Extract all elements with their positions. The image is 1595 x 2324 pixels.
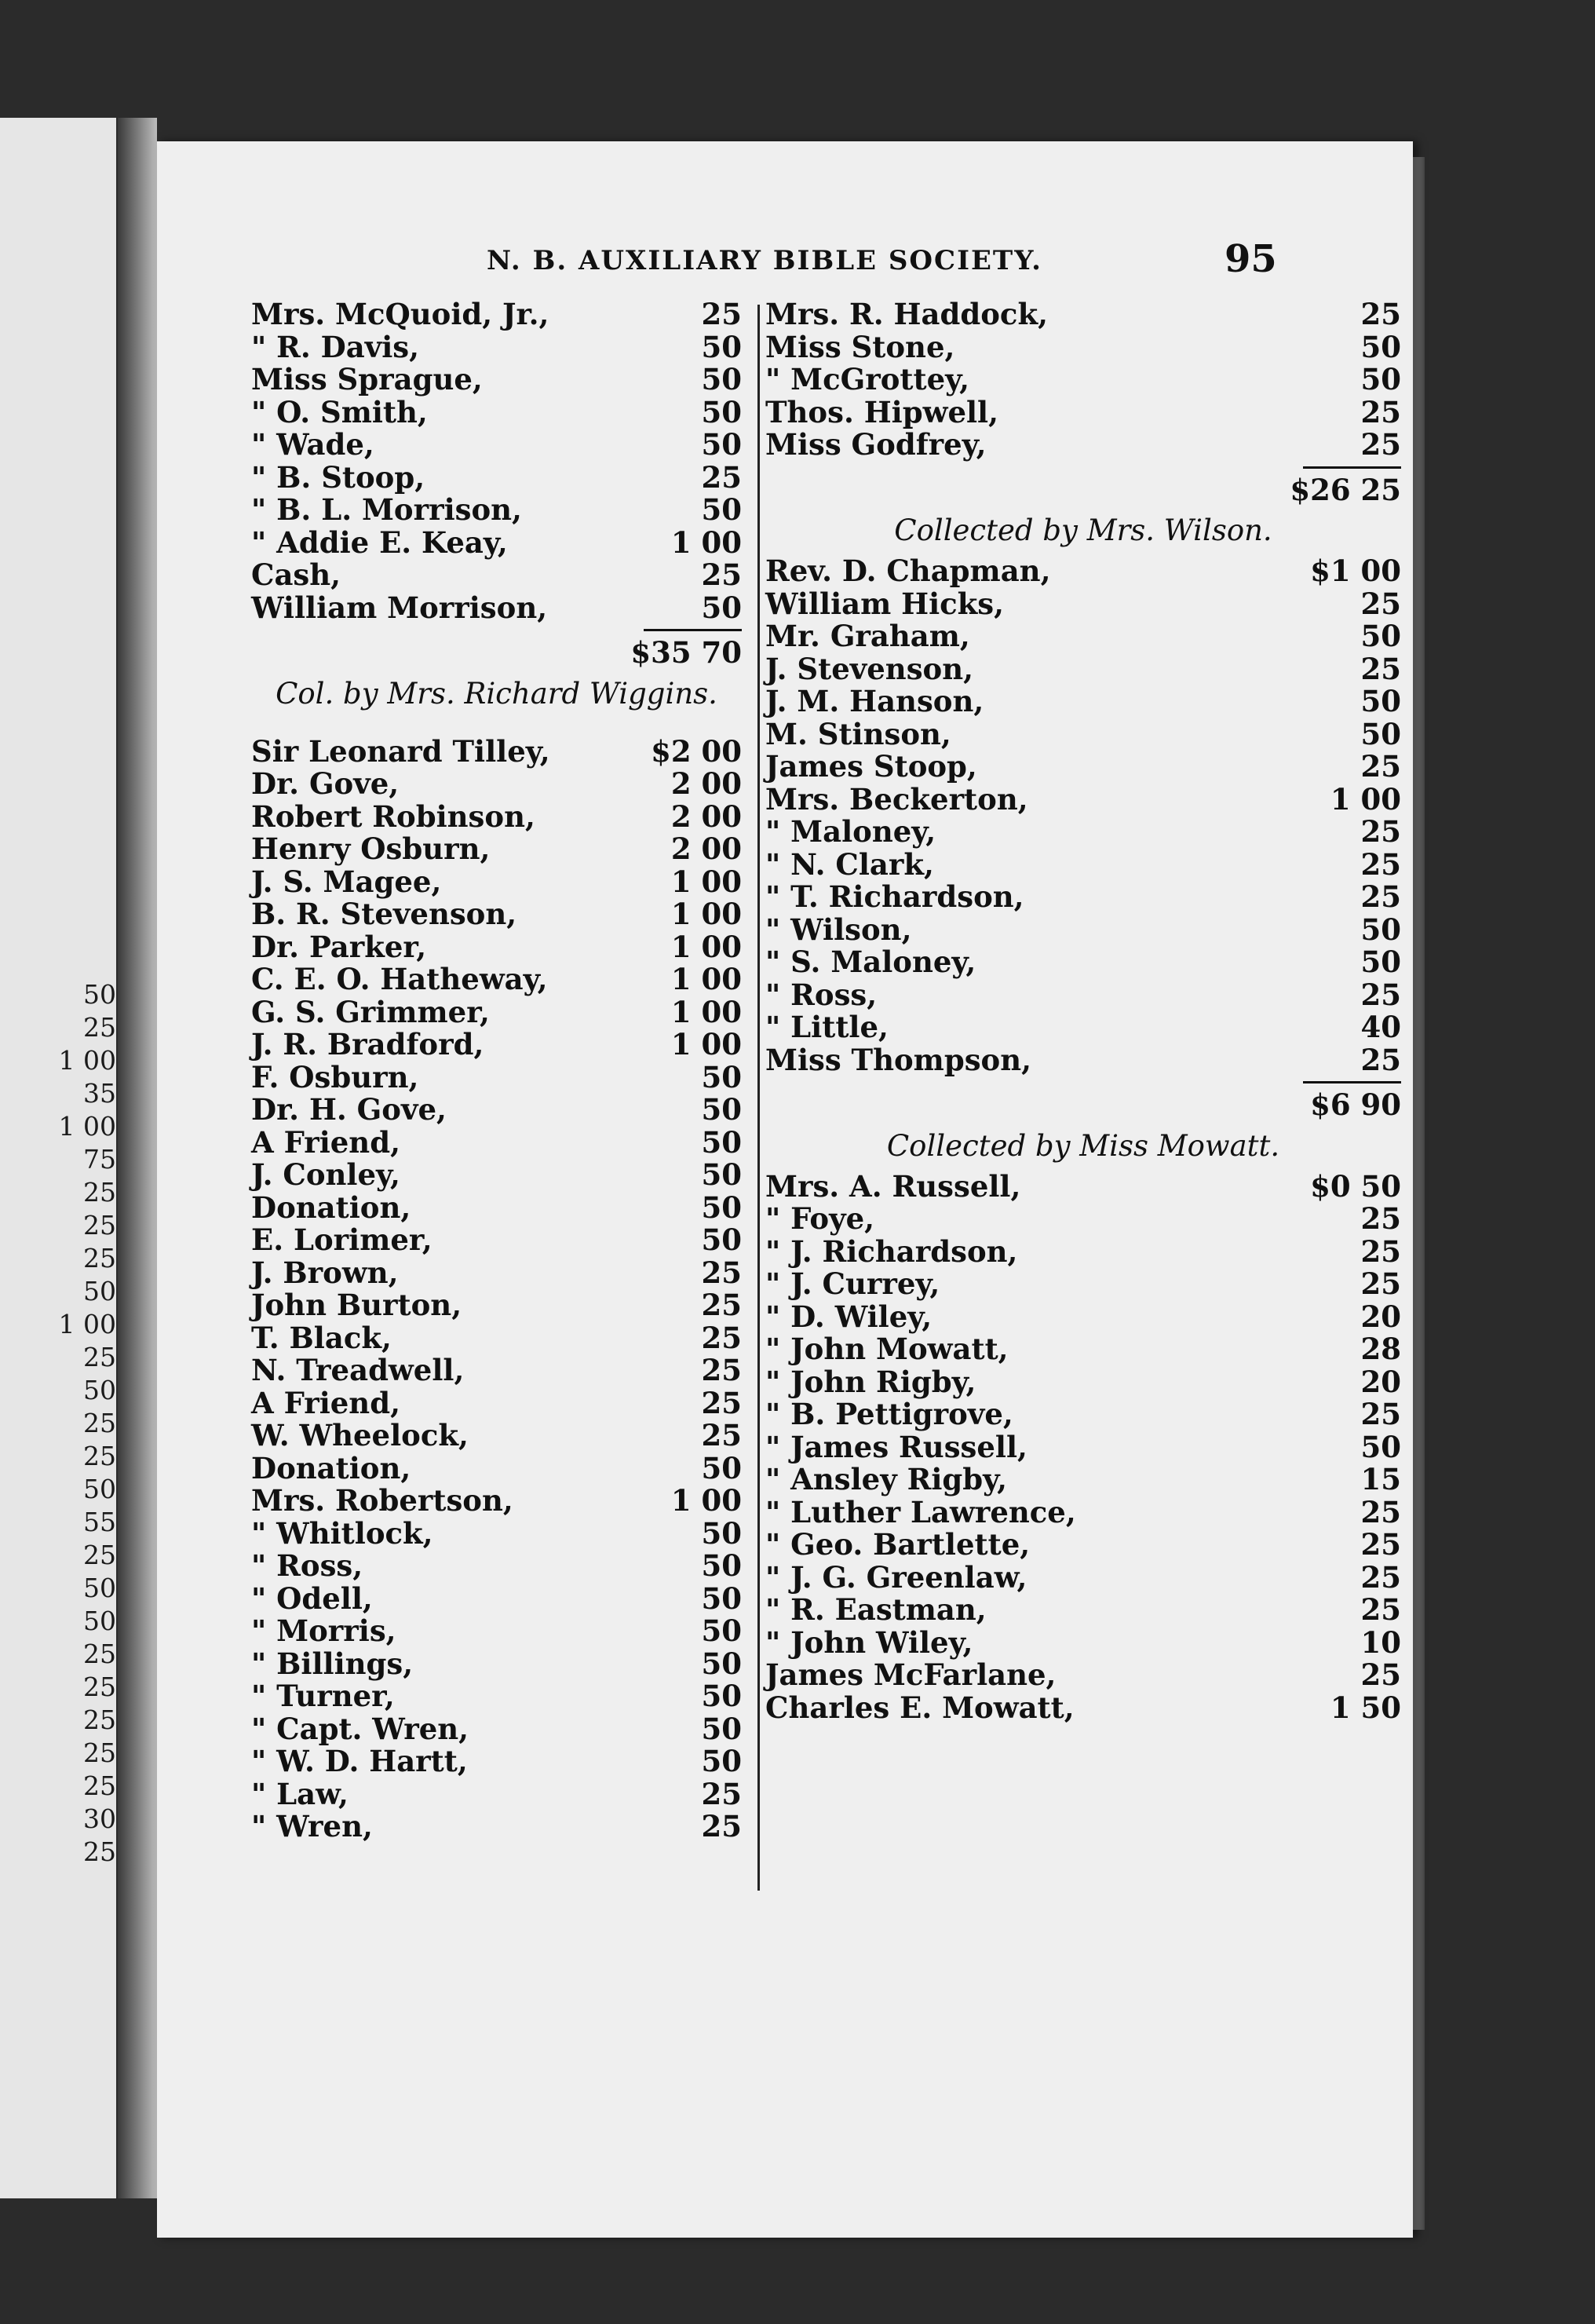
previous-page-amount: 1 00 xyxy=(58,1111,116,1142)
list-item xyxy=(765,1692,1401,1725)
donation-amount: 20 xyxy=(1360,1299,1401,1334)
donation-amount: $2 00 xyxy=(651,733,742,769)
list-item xyxy=(765,1624,1401,1660)
donation-amount: 25 xyxy=(701,1255,742,1290)
donation-amount: 50 xyxy=(1360,912,1401,947)
section-heading: Collected by Mrs. Wilson. xyxy=(894,513,1272,547)
previous-page-amount: 25 xyxy=(83,1441,116,1471)
donor-name: " D. Wiley, xyxy=(765,1299,933,1334)
donation-amount: 25 xyxy=(1360,879,1401,914)
list-item xyxy=(251,1515,742,1551)
previous-page-amount: 25 xyxy=(83,1540,116,1570)
donor-name: B. R. Stevenson, xyxy=(251,897,517,931)
donation-amount: 50 xyxy=(701,1450,742,1485)
donation-amount: 2 00 xyxy=(670,766,742,801)
previous-page-amount: 50 xyxy=(83,1573,116,1603)
donation-amount: 25 xyxy=(1360,749,1401,784)
donation-amount: 25 xyxy=(1360,977,1401,1012)
list-item xyxy=(251,866,742,899)
donor-name: " N. Clark, xyxy=(765,846,934,882)
donation-amount: 25 xyxy=(701,1809,742,1843)
donation-amount: 50 xyxy=(701,1092,742,1127)
list-item xyxy=(251,833,742,866)
previous-page-amount: 50 xyxy=(83,1375,116,1405)
donor-name: " Ross, xyxy=(251,1548,363,1583)
list-item xyxy=(251,1124,742,1160)
list-item xyxy=(251,1322,742,1355)
donation-amount: 25 xyxy=(1360,1042,1401,1077)
donor-name: W. Wheelock, xyxy=(251,1418,469,1452)
total-amount: $35 70 xyxy=(630,635,742,670)
donor-name: T. Black, xyxy=(251,1320,392,1355)
list-item xyxy=(765,1366,1401,1399)
donor-name: Miss Godfrey, xyxy=(765,427,987,462)
donor-name: " Ross, xyxy=(765,977,878,1012)
donation-amount: 1 00 xyxy=(670,524,742,560)
list-item xyxy=(765,298,1401,331)
total-row xyxy=(765,474,1401,507)
donor-name: James Stoop, xyxy=(765,749,977,784)
donation-amount: 20 xyxy=(1360,1364,1401,1399)
donation-amount: 25 xyxy=(1360,1201,1401,1236)
donor-name: " Odell, xyxy=(251,1580,373,1616)
list-item xyxy=(765,1301,1401,1334)
donation-amount: 50 xyxy=(701,362,742,396)
list-item xyxy=(765,781,1401,817)
list-item xyxy=(251,1485,742,1518)
donor-name: " John Wiley, xyxy=(765,1624,973,1660)
donor-name: John Burton, xyxy=(251,1288,462,1322)
donation-amount: 50 xyxy=(701,1646,742,1681)
list-item xyxy=(251,1289,742,1322)
donor-name: Mrs. Robertson, xyxy=(251,1483,513,1518)
list-item xyxy=(251,331,742,364)
donation-amount: 50 xyxy=(1360,1429,1401,1464)
list-item xyxy=(765,364,1401,396)
donor-name: " Geo. Bartlette, xyxy=(765,1527,1031,1562)
previous-page-amount: 25 xyxy=(83,1342,116,1372)
previous-page-amount: 50 xyxy=(83,1606,116,1636)
list-item xyxy=(765,1044,1401,1077)
list-item xyxy=(765,979,1401,1012)
donation-amount: 25 xyxy=(701,1385,742,1420)
donation-amount: 2 00 xyxy=(670,798,742,834)
donation-amount: 50 xyxy=(1360,684,1401,718)
donation-amount: 50 xyxy=(701,1157,742,1192)
total-row xyxy=(251,637,742,670)
previous-page-amount: 50 xyxy=(83,979,116,1010)
donor-name: Charles E. Mowatt, xyxy=(765,1690,1075,1725)
donation-amount: 50 xyxy=(1360,362,1401,396)
donor-name: " John Rigby, xyxy=(765,1364,976,1399)
donor-name: Mrs. R. Haddock, xyxy=(765,297,1048,331)
donation-amount: 40 xyxy=(1360,1010,1401,1044)
list-item xyxy=(251,396,742,429)
previous-page-amount: 25 xyxy=(83,1738,116,1768)
list-item xyxy=(765,1168,1401,1204)
donor-name: Miss Stone, xyxy=(765,329,955,364)
donation-amount: 25 xyxy=(1360,1494,1401,1529)
donor-name: F. Osburn, xyxy=(251,1059,419,1094)
donation-amount: 25 xyxy=(1360,1657,1401,1692)
list-item xyxy=(251,592,742,625)
page xyxy=(157,141,1413,2238)
donor-name: " Morris, xyxy=(251,1613,396,1648)
previous-page-amount: 25 xyxy=(83,1408,116,1438)
donation-amount: 50 xyxy=(701,1613,742,1648)
donation-amount: $0 50 xyxy=(1310,1168,1401,1204)
list-item xyxy=(765,751,1401,784)
donation-amount: 50 xyxy=(1360,329,1401,364)
list-item xyxy=(251,1354,742,1387)
total-rule xyxy=(765,1076,1401,1089)
donation-amount: 25 xyxy=(701,459,742,495)
previous-page-amount: 25 xyxy=(83,1210,116,1241)
donation-amount: 25 xyxy=(1360,1266,1401,1301)
list-item xyxy=(251,1189,742,1225)
donor-name: Mrs. A. Russell, xyxy=(765,1168,1021,1204)
list-item xyxy=(251,1224,742,1257)
donor-name: " Little, xyxy=(765,1010,889,1044)
donation-amount: $1 00 xyxy=(1310,554,1401,588)
previous-page-strip xyxy=(0,118,116,2198)
list-item xyxy=(765,588,1401,621)
donor-name: " J. Richardson, xyxy=(765,1233,1018,1269)
donor-name: C. E. O. Hatheway, xyxy=(251,962,548,996)
previous-page-amount: 25 xyxy=(83,1243,116,1273)
donor-name: " Foye, xyxy=(765,1201,875,1236)
donation-amount: 50 xyxy=(701,427,742,462)
donor-name: " Luther Lawrence, xyxy=(765,1494,1076,1529)
donation-amount: 50 xyxy=(1360,619,1401,653)
donation-amount: 28 xyxy=(1360,1332,1401,1366)
donation-amount: 50 xyxy=(701,1679,742,1713)
donation-amount: 50 xyxy=(701,1189,742,1225)
donor-name: N. Treadwell, xyxy=(251,1353,465,1387)
list-item xyxy=(765,846,1401,882)
donation-amount: 25 xyxy=(701,1353,742,1387)
list-item xyxy=(765,1333,1401,1366)
list-item xyxy=(251,1159,742,1192)
list-item xyxy=(251,1550,742,1583)
donor-name: Miss Sprague, xyxy=(251,362,483,396)
donation-amount: 50 xyxy=(701,1059,742,1094)
donor-name: " W. D. Hartt, xyxy=(251,1744,468,1778)
list-item xyxy=(251,459,742,495)
section-heading: Col. by Mrs. Richard Wiggins. xyxy=(276,676,717,711)
list-item xyxy=(765,718,1401,751)
list-item xyxy=(251,963,742,996)
donor-name: Dr. Gove, xyxy=(251,766,400,801)
list-item xyxy=(765,881,1401,914)
list-item xyxy=(251,1745,742,1778)
donation-amount: 25 xyxy=(1360,1397,1401,1431)
donation-amount: 25 xyxy=(701,557,742,592)
donation-amount: 50 xyxy=(701,492,742,527)
donation-amount: 25 xyxy=(701,297,742,331)
donor-name: Rev. D. Chapman, xyxy=(765,554,1051,588)
donation-amount: 25 xyxy=(701,1288,742,1322)
donation-amount: 1 50 xyxy=(1330,1690,1401,1725)
list-item xyxy=(251,1387,742,1420)
donor-name: Donation, xyxy=(251,1450,411,1485)
donor-name: " O. Smith, xyxy=(251,394,428,429)
donation-amount: 1 00 xyxy=(670,1027,742,1062)
previous-page-amount: 25 xyxy=(83,1770,116,1801)
donation-amount: 2 00 xyxy=(670,831,742,866)
list-item xyxy=(765,685,1401,718)
donor-name: M. Stinson, xyxy=(765,716,951,751)
list-item xyxy=(765,1559,1401,1595)
list-item xyxy=(765,396,1401,429)
donor-name: " J. G. Greenlaw, xyxy=(765,1559,1027,1595)
donation-amount: 25 xyxy=(1360,651,1401,686)
donation-amount: 1 00 xyxy=(670,1483,742,1518)
donor-name: " Wilson, xyxy=(765,912,912,947)
previous-page-amount: 25 xyxy=(83,1705,116,1735)
donation-amount: 50 xyxy=(701,1124,742,1160)
list-item xyxy=(765,429,1401,462)
donor-name: A Friend, xyxy=(251,1385,400,1420)
donor-name: " R. Eastman, xyxy=(765,1592,987,1627)
list-item xyxy=(765,555,1401,588)
donation-amount: 1 00 xyxy=(670,897,742,931)
list-item xyxy=(765,1398,1401,1431)
donation-amount: 25 xyxy=(1360,586,1401,621)
list-item xyxy=(765,914,1401,947)
donor-name: " Ansley Rigby, xyxy=(765,1462,1007,1496)
donor-name: J. M. Hanson, xyxy=(765,684,984,718)
donation-amount: 50 xyxy=(701,1222,742,1257)
list-item xyxy=(251,1615,742,1648)
donation-amount: 25 xyxy=(701,1418,742,1452)
donation-amount: 25 xyxy=(1360,427,1401,462)
page-title: N. B. AUXILIARY BIBLE SOCIETY. xyxy=(487,245,1042,276)
total-row xyxy=(765,1089,1401,1122)
donor-name: Dr. H. Gove, xyxy=(251,1092,447,1127)
previous-page-amount: 35 xyxy=(83,1078,116,1109)
donor-name: " R. Davis, xyxy=(251,329,419,364)
donor-name: J. Conley, xyxy=(251,1157,400,1192)
donation-amount: 50 xyxy=(701,1515,742,1551)
donation-amount: 50 xyxy=(701,1744,742,1778)
list-item xyxy=(251,798,742,834)
donor-name: J. S. Magee, xyxy=(251,864,442,899)
column-divider xyxy=(757,305,760,1891)
list-item xyxy=(251,1648,742,1681)
list-item xyxy=(251,996,742,1029)
donor-name: J. Stevenson, xyxy=(765,651,973,686)
previous-page-amount: 1 00 xyxy=(58,1309,116,1339)
donation-amount: 50 xyxy=(701,1580,742,1616)
previous-page-amount: 25 xyxy=(83,1012,116,1043)
previous-page-amount: 50 xyxy=(83,1276,116,1306)
page-header xyxy=(157,237,1413,292)
list-item xyxy=(251,1713,742,1746)
total-amount: $6 90 xyxy=(1310,1087,1401,1122)
list-item xyxy=(765,1233,1401,1269)
donor-name: E. Lorimer, xyxy=(251,1222,433,1257)
list-item xyxy=(765,1431,1401,1464)
donor-name: " Billings, xyxy=(251,1646,414,1681)
list-item xyxy=(765,816,1401,849)
list-item xyxy=(251,1029,742,1062)
donor-name: Mrs. McQuoid, Jr., xyxy=(251,297,549,331)
donation-amount: 50 xyxy=(1360,716,1401,751)
list-item xyxy=(251,1778,742,1811)
donation-amount: 25 xyxy=(1360,1559,1401,1595)
donor-name: " S. Maloney, xyxy=(765,945,976,979)
donation-amount: 50 xyxy=(1360,945,1401,979)
list-item xyxy=(251,733,742,769)
list-item xyxy=(765,1529,1401,1562)
donor-name: " John Mowatt, xyxy=(765,1332,1009,1366)
previous-page-amount: 75 xyxy=(83,1144,116,1175)
donor-name: J. Brown, xyxy=(251,1255,399,1290)
donor-name: Mrs. Beckerton, xyxy=(765,781,1028,817)
donor-name: Thos. Hipwell, xyxy=(765,394,998,429)
donor-name: " Wren, xyxy=(251,1809,373,1843)
list-item xyxy=(251,559,742,592)
list-item xyxy=(251,524,742,560)
donor-name: " T. Richardson, xyxy=(765,879,1024,914)
section-heading: Collected by Miss Mowatt. xyxy=(886,1128,1280,1163)
donor-name: " James Russell, xyxy=(765,1429,1027,1464)
donor-name: J. R. Bradford, xyxy=(251,1027,484,1062)
list-item xyxy=(765,1659,1401,1692)
donor-name: " B. Stoop, xyxy=(251,459,425,495)
list-item xyxy=(251,364,742,396)
donor-name: Dr. Parker, xyxy=(251,929,427,964)
previous-page-amount: 25 xyxy=(83,1177,116,1208)
list-item xyxy=(765,946,1401,979)
list-item xyxy=(765,1496,1401,1529)
donor-name: " J. Currey, xyxy=(765,1266,940,1301)
donation-amount: 25 xyxy=(701,1320,742,1355)
previous-page-amount: 1 00 xyxy=(58,1045,116,1076)
list-item xyxy=(765,1011,1401,1044)
list-item xyxy=(251,1452,742,1485)
list-item xyxy=(251,1257,742,1290)
donation-amount: 25 xyxy=(1360,297,1401,331)
previous-page-amount: 50 xyxy=(83,1474,116,1504)
donation-amount: 1 00 xyxy=(1330,781,1401,817)
list-item xyxy=(765,1203,1401,1236)
donation-amount: 25 xyxy=(1360,814,1401,849)
list-item xyxy=(251,298,742,331)
donation-amount: 50 xyxy=(701,329,742,364)
list-item xyxy=(251,1094,742,1127)
previous-page-amount: 25 xyxy=(83,1836,116,1867)
donation-amount: 25 xyxy=(701,1776,742,1811)
donation-amount: 50 xyxy=(701,394,742,429)
book-gutter xyxy=(118,118,157,2198)
donor-name: Donation, xyxy=(251,1189,411,1225)
total-amount: $26 25 xyxy=(1290,472,1401,507)
list-item xyxy=(765,653,1401,686)
list-item xyxy=(251,429,742,462)
donation-amount: 1 00 xyxy=(670,864,742,899)
donor-name: Robert Robinson, xyxy=(251,798,535,834)
list-item xyxy=(765,1268,1401,1301)
list-item xyxy=(251,1580,742,1616)
donor-name: Henry Osburn, xyxy=(251,831,491,866)
donation-amount: 25 xyxy=(1360,394,1401,429)
right-column xyxy=(765,298,1401,1724)
donor-name: " Maloney, xyxy=(765,814,936,849)
donor-name: " Capt. Wren, xyxy=(251,1711,469,1746)
donation-amount: 25 xyxy=(1360,846,1401,882)
previous-page-amount: 55 xyxy=(83,1507,116,1537)
donor-name: " B. Pettigrove, xyxy=(765,1397,1013,1431)
donation-amount: 25 xyxy=(1360,1233,1401,1269)
list-item xyxy=(251,1059,742,1094)
donation-amount: 1 00 xyxy=(670,994,742,1029)
previous-page-amount: 30 xyxy=(83,1803,116,1834)
donation-amount: 1 00 xyxy=(670,929,742,964)
donor-name: James McFarlane, xyxy=(765,1657,1057,1692)
left-column xyxy=(251,298,742,1843)
donor-name: " Wade, xyxy=(251,427,374,462)
previous-page-amount: 25 xyxy=(83,1639,116,1669)
donor-name: A Friend, xyxy=(251,1124,400,1160)
donor-name: Cash, xyxy=(251,557,341,592)
donor-name: Mr. Graham, xyxy=(765,619,970,653)
list-item xyxy=(251,1811,742,1843)
donation-amount: 25 xyxy=(1360,1527,1401,1562)
donor-name: Sir Leonard Tilley, xyxy=(251,733,550,769)
donation-amount: 50 xyxy=(701,590,742,625)
donor-name: " Law, xyxy=(251,1776,349,1811)
list-item xyxy=(765,620,1401,653)
donation-amount: 1 00 xyxy=(670,962,742,996)
donation-amount: 50 xyxy=(701,1548,742,1583)
donor-name: " Whitlock, xyxy=(251,1515,433,1551)
list-item xyxy=(251,494,742,527)
donation-amount: 10 xyxy=(1360,1624,1401,1660)
page-number: 95 xyxy=(1225,237,1277,281)
list-item xyxy=(251,1420,742,1452)
list-item xyxy=(251,1680,742,1713)
donor-name: William Morrison, xyxy=(251,590,548,625)
list-item xyxy=(765,1594,1401,1627)
list-item xyxy=(765,1463,1401,1496)
list-item xyxy=(765,331,1401,364)
donor-name: G. S. Grimmer, xyxy=(251,994,490,1029)
donor-name: Miss Thompson, xyxy=(765,1042,1031,1077)
donation-amount: 25 xyxy=(1360,1592,1401,1627)
donor-name: " Addie E. Keay, xyxy=(251,524,508,560)
donor-name: " B. L. Morrison, xyxy=(251,492,522,527)
list-item xyxy=(251,898,742,931)
list-item xyxy=(251,931,742,964)
donation-amount: 50 xyxy=(701,1711,742,1746)
donor-name: William Hicks, xyxy=(765,586,1005,621)
donor-name: " McGrottey, xyxy=(765,362,969,396)
donation-amount: 15 xyxy=(1360,1462,1401,1496)
previous-page-amount: 25 xyxy=(83,1672,116,1702)
list-item xyxy=(251,768,742,801)
donor-name: " Turner, xyxy=(251,1679,395,1713)
